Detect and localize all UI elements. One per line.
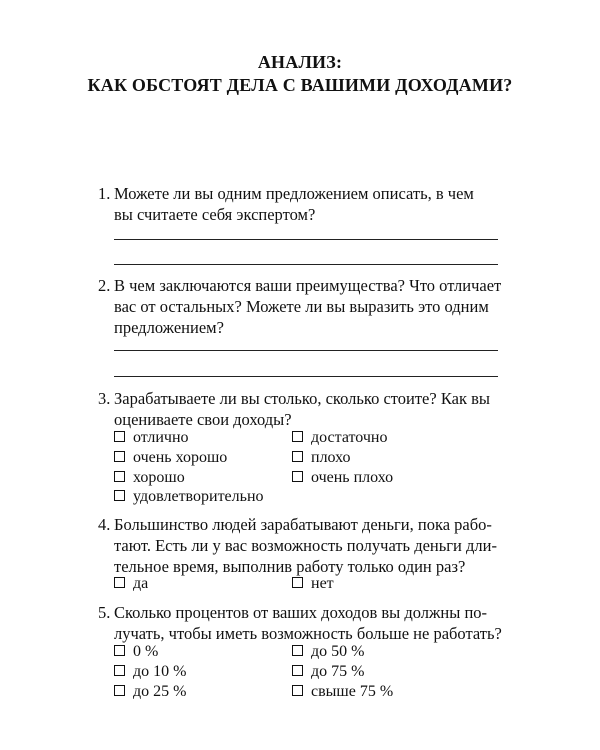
checkbox-icon xyxy=(292,471,303,482)
checkbox-icon xyxy=(114,471,125,482)
checkbox-icon xyxy=(114,685,125,696)
checkbox-option-up-to-10-percent[interactable] xyxy=(114,662,186,682)
question-4-text-line1: Большинство людей зарабатывают деньги, пока рабо- xyxy=(114,515,492,534)
answer-line-1b[interactable] xyxy=(114,264,498,265)
option-label: хорошо xyxy=(133,469,185,486)
checkbox-option-0-percent[interactable] xyxy=(114,642,158,662)
checkbox-option-up-to-75-percent[interactable] xyxy=(292,662,364,682)
question-4-number: 4. xyxy=(98,515,111,534)
page-title-line1: АНАЛИЗ: xyxy=(257,52,343,72)
option-label: отлично xyxy=(133,429,189,446)
question-3-number: 3. xyxy=(98,389,111,408)
question-5-number: 5. xyxy=(98,603,111,622)
option-label: плохо xyxy=(311,449,351,466)
question-2 xyxy=(98,275,508,338)
option-label: до 50 % xyxy=(311,643,365,660)
checkbox-icon xyxy=(114,431,125,442)
checkbox-icon xyxy=(114,451,125,462)
option-label: очень плохо xyxy=(311,469,394,486)
checkbox-option-no[interactable] xyxy=(292,574,334,594)
answer-line-2b[interactable] xyxy=(114,376,498,377)
checkbox-icon xyxy=(292,431,303,442)
checkbox-icon xyxy=(114,665,125,676)
question-1 xyxy=(98,183,508,225)
answer-line-2a[interactable] xyxy=(114,350,498,351)
checkbox-option-up-to-50-percent[interactable] xyxy=(292,642,364,662)
question-2-text-line1: В чем заключаются ваши преимущества? Что отличает xyxy=(114,276,502,295)
question-2-text-line2: вас от остальных? Можете ли вы выразить это одним xyxy=(114,297,489,316)
question-1-text-line1: Можете ли вы одним предложением описать, в чем xyxy=(114,184,474,203)
question-5 xyxy=(98,602,508,644)
checkbox-icon xyxy=(292,665,303,676)
question-5-text-line2: лучать, чтобы иметь возможность больше не работать? xyxy=(114,624,502,643)
page-title-line2: КАК ОБСТОЯТ ДЕЛА С ВАШИМИ ДОХОДАМИ? xyxy=(87,75,513,95)
option-label: 0 % xyxy=(133,643,159,660)
answer-line-1a[interactable] xyxy=(114,239,498,240)
checkbox-option-good[interactable] xyxy=(114,468,185,488)
checkbox-option-excellent[interactable] xyxy=(114,428,189,448)
checkbox-icon xyxy=(114,577,125,588)
option-label: очень хорошо xyxy=(133,449,228,466)
checkbox-option-satisfactory[interactable] xyxy=(114,487,264,507)
question-3-text-line2: оцениваете свои доходы? xyxy=(114,410,292,429)
question-4-text-line2: тают. Есть ли у вас возможность получать деньги дли- xyxy=(114,536,497,555)
option-label: да xyxy=(133,575,149,592)
option-label: до 10 % xyxy=(133,663,187,680)
checkbox-icon xyxy=(292,685,303,696)
checkbox-option-up-to-25-percent[interactable] xyxy=(114,682,186,702)
option-label: достаточно xyxy=(311,429,388,446)
option-label: свыше 75 % xyxy=(311,683,394,700)
option-label: до 75 % xyxy=(311,663,365,680)
checkbox-option-very-bad[interactable] xyxy=(292,468,393,488)
checkbox-option-sufficient[interactable] xyxy=(292,428,388,448)
question-3 xyxy=(98,388,508,430)
question-1-number: 1. xyxy=(98,184,111,203)
option-label: нет xyxy=(311,575,334,592)
question-3-text-line1: Зарабатываете ли вы столько, сколько стоите? Как вы xyxy=(114,389,490,408)
option-label: до 25 % xyxy=(133,683,187,700)
checkbox-icon xyxy=(292,645,303,656)
checkbox-icon xyxy=(292,451,303,462)
checkbox-icon xyxy=(114,645,125,656)
question-2-number: 2. xyxy=(98,276,111,295)
checkbox-option-over-75-percent[interactable] xyxy=(292,682,393,702)
question-5-text-line1: Сколько процентов от ваших доходов вы должны по- xyxy=(114,603,488,622)
checkbox-option-very-good[interactable] xyxy=(114,448,227,468)
question-4 xyxy=(98,514,508,577)
question-1-text-line2: вы считаете себя экспертом? xyxy=(114,205,316,224)
question-2-text-line3: предложением? xyxy=(114,318,224,337)
checkbox-option-bad[interactable] xyxy=(292,448,351,468)
checkbox-option-yes[interactable] xyxy=(114,574,148,594)
checkbox-icon xyxy=(292,577,303,588)
option-label: удовлетворительно xyxy=(133,488,264,505)
checkbox-icon xyxy=(114,490,125,501)
question-4-text-line3: тельное время, выполнив работу только один раз? xyxy=(114,557,466,576)
